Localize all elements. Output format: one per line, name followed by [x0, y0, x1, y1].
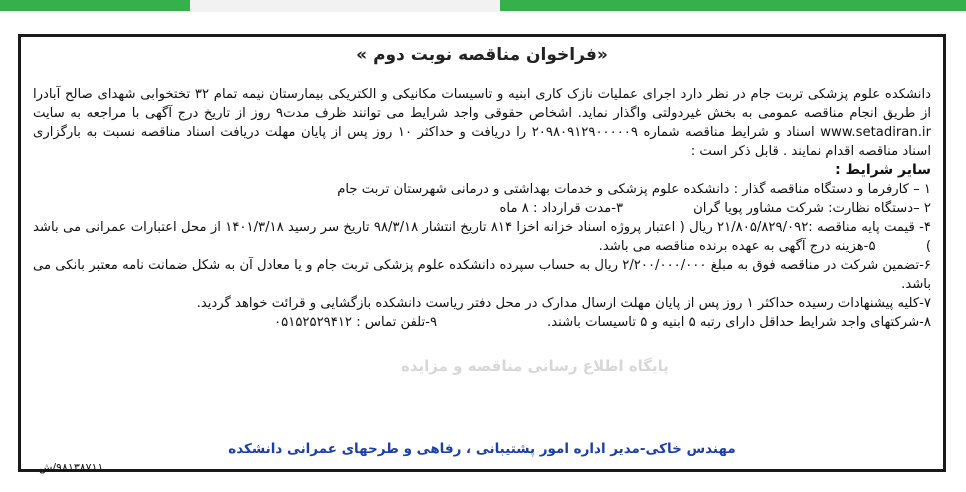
condition-item-8: ۸-شرکتهای واجد شرایط حداقل دارای رتبه ۵ ابنیه و ۵ تاسیسات باشند. — [547, 315, 931, 330]
announcement-body — [33, 85, 931, 332]
condition-item-9: ۹-تلفن تماس : ۰۵۱۵۲۵۲۹۴۱۲ — [274, 315, 438, 330]
condition-item-5: ۵-هزینه درج آگهی به عهده برنده مناقصه می باشد. — [598, 239, 876, 254]
condition-item-4 — [33, 218, 931, 256]
condition-row-2-3 — [33, 199, 931, 218]
condition-item-1: ۱ – کارفرما و دستگاه مناقصه گذار : دانشکده علوم پزشکی و خدمات بهداشتی و درمانی شهرستان تربت جام — [337, 182, 931, 197]
header-accent-bar-left — [0, 0, 190, 11]
condition-item-6: ۶-تضمین شرکت در مناقصه فوق به مبلغ ۲/۲۰۰/۰۰۰/۰۰۰ ریال به حساب سپرده دانشکده علوم پزشکی تربت جام و یا معادل آن به شکل ضمانت نامه معتبر بانکی می باشد. — [33, 258, 931, 292]
announcement-frame — [18, 34, 946, 472]
condition-item-7: ۷-کلیه پیشنهادات رسیده حداکثر ۱ روز پس از پایان مهلت ارسال مدارک در محل دفتر ریاست دانشکده بازگشایی و قرائت خواهد گردید. — [196, 296, 931, 311]
reference-number: ۹۸۱۳۸۷۱۱/ش — [39, 461, 104, 474]
condition-item-2: ۲ –دستگاه نظارت: شرکت مشاور پویا گران — [693, 201, 931, 216]
announcement-title: « فراخوان مناقصه نوبت دوم» — [356, 45, 608, 65]
signature-line: مهندس خاکی-مدیر اداره امور پشتیبانی ، رفاهی و طرحهای عمرانی دانشکده — [228, 441, 736, 457]
watermark: پایگاه اطلاع رسانی مناقصه و مزایده — [401, 357, 669, 375]
condition-row-8-9 — [33, 313, 931, 332]
condition-item-4-text: ۴- قیمت پایه مناقصه :۲۱/۸۰۵/۸۲۹/۰۹۲ ریال ( اعتبار پروژه اسناد خزانه اخزا ۸۱۴ تاریخ انتشار ۹۸/۳/۱۸ تاریخ سر رسید ۱۴۰۱/۳/۱۸ از محل اعتبارات عمرانی می باشد ) — [33, 220, 932, 254]
conditions-heading: سایر شرایط : — [835, 162, 931, 178]
condition-item-3: ۳-مدت قرارداد : ۸ ماه — [499, 201, 624, 216]
intro-paragraph: دانشکده علوم پزشکی تربت جام در نظر دارد اجرای عملیات نازک کاری ابنیه و تاسیسات مکانیکی و الکتریکی بیمارستان نیمه تمام ۳۲ تختخوابی شهدای صالح آبادرا از طریق انجام مناقصه عمومی به بخش غیردولتی واگذار نماید. اشخاص حقوقی واجد شرایط می توانند ظرف مدت۹ روز از تاریخ درج آگهی با مراجعه به سایت www.setadiran.ir اسناد و شرایط مناقصه شماره ۲۰۹۸۰۹۱۲۹۰۰۰۰۰۹ را دریافت و حداکثر ۱۰ روز پس از پایان مهلت دریافت اسناد مناقصه نسبت به بارگزاری اسناد مناقصه اقدام نمایند . قابل ذکر است : — [33, 87, 931, 159]
header-accent-bar-right — [500, 0, 966, 11]
